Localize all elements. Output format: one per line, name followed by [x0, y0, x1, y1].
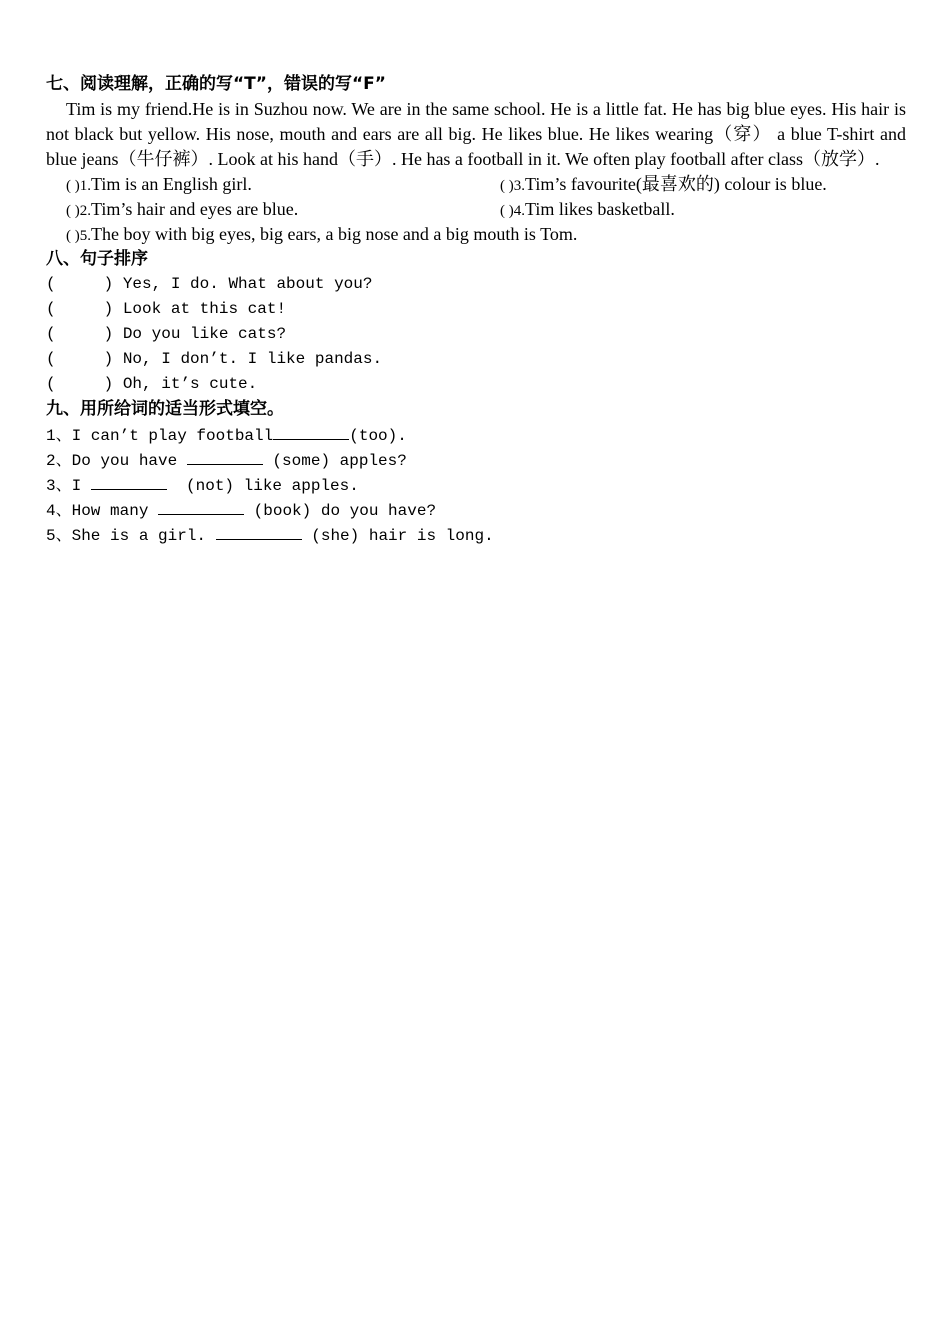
fill-item-5 — [46, 522, 906, 547]
fill-item-3 — [46, 472, 906, 497]
order-line-5 — [46, 372, 906, 397]
reading-passage: Tim is my friend.He is in Suzhou now. We are in the same school. He is a little fat. He has big blue eyes. His hair is not black but yellow. His nose, mouth and ears are all big. He likes blue. He likes wearing（穿） a blue T-shirt and blue jeans（牛仔裤）. Look at his hand（手）. He has a football in it. We often play football after class（放学）. — [46, 99, 906, 169]
answer-paren[interactable]: ( ) — [500, 203, 514, 219]
fill-blank[interactable] — [187, 447, 263, 465]
order-paren[interactable]: ( ) — [46, 300, 114, 318]
order-paren[interactable]: ( ) — [46, 375, 114, 393]
order-paren[interactable]: ( ) — [46, 350, 114, 368]
fill-suffix: (book) do you have? — [244, 502, 437, 520]
item-number: 2. — [79, 203, 91, 219]
tf-item-3 — [500, 172, 827, 199]
section9-heading: 九、用所给词的适当形式填空。 — [46, 399, 284, 419]
item-number: 1. — [79, 178, 91, 194]
order-text: Yes, I do. What about you? — [122, 275, 373, 293]
fill-blank[interactable] — [158, 497, 244, 515]
order-text: No, I don’t. I like pandas. — [122, 350, 383, 368]
fill-suffix: (she) hair is long. — [301, 527, 494, 545]
fill-suffix: (some) apples? — [262, 452, 407, 470]
tf-row-2 — [46, 197, 906, 222]
tf-row-3 — [46, 222, 906, 247]
tf-item-4 — [500, 197, 675, 224]
item-text: Tim’s hair and eyes are blue. — [91, 199, 299, 219]
tf-item-1 — [66, 172, 252, 199]
fill-suffix: (too). — [349, 427, 407, 445]
answer-paren[interactable]: ( ) — [66, 228, 80, 244]
fill-prefix: 4、How many — [46, 502, 159, 520]
fill-prefix: 1、I can’t play football — [46, 427, 274, 445]
order-line-3 — [46, 322, 906, 347]
order-line-4 — [46, 347, 906, 372]
fill-prefix: 2、Do you have — [46, 452, 187, 470]
fill-blank[interactable] — [91, 472, 167, 490]
order-line-2 — [46, 297, 906, 322]
answer-paren[interactable]: ( ) — [66, 203, 80, 219]
item-number: 4. — [513, 203, 525, 219]
fill-item-1 — [46, 422, 906, 447]
item-text: The boy with big eyes, big ears, a big nose and a big mouth is Tom. — [91, 224, 578, 244]
fill-prefix: 3、I — [46, 477, 91, 495]
tf-item-5 — [66, 222, 577, 249]
fill-item-2 — [46, 447, 906, 472]
tf-row-1 — [46, 172, 906, 197]
fill-item-4 — [46, 497, 906, 522]
item-number: 3. — [513, 178, 525, 194]
section7-heading: 七、阅读理解，正确的写“T”，错误的写“F” — [46, 74, 386, 94]
order-text: Do you like cats? — [122, 325, 287, 343]
item-text: Tim likes basketball. — [525, 199, 675, 219]
tf-item-2 — [66, 197, 298, 224]
order-paren[interactable]: ( ) — [46, 275, 114, 293]
item-number: 5. — [79, 228, 91, 244]
order-paren[interactable]: ( ) — [46, 325, 114, 343]
order-text: Oh, it’s cute. — [122, 375, 258, 393]
fill-blank[interactable] — [273, 422, 349, 440]
item-text: Tim’s favourite(最喜欢的) colour is blue. — [525, 174, 827, 194]
item-text: Tim is an English girl. — [91, 174, 252, 194]
section8-heading: 八、句子排序 — [46, 249, 148, 269]
fill-suffix: (not) like apples. — [166, 477, 359, 495]
order-text: Look at this cat! — [122, 300, 287, 318]
worksheet-page — [46, 72, 906, 547]
fill-prefix: 5、She is a girl. — [46, 527, 216, 545]
answer-paren[interactable]: ( ) — [66, 178, 80, 194]
fill-blank[interactable] — [216, 522, 302, 540]
answer-paren[interactable]: ( ) — [500, 178, 514, 194]
order-line-1 — [46, 272, 906, 297]
